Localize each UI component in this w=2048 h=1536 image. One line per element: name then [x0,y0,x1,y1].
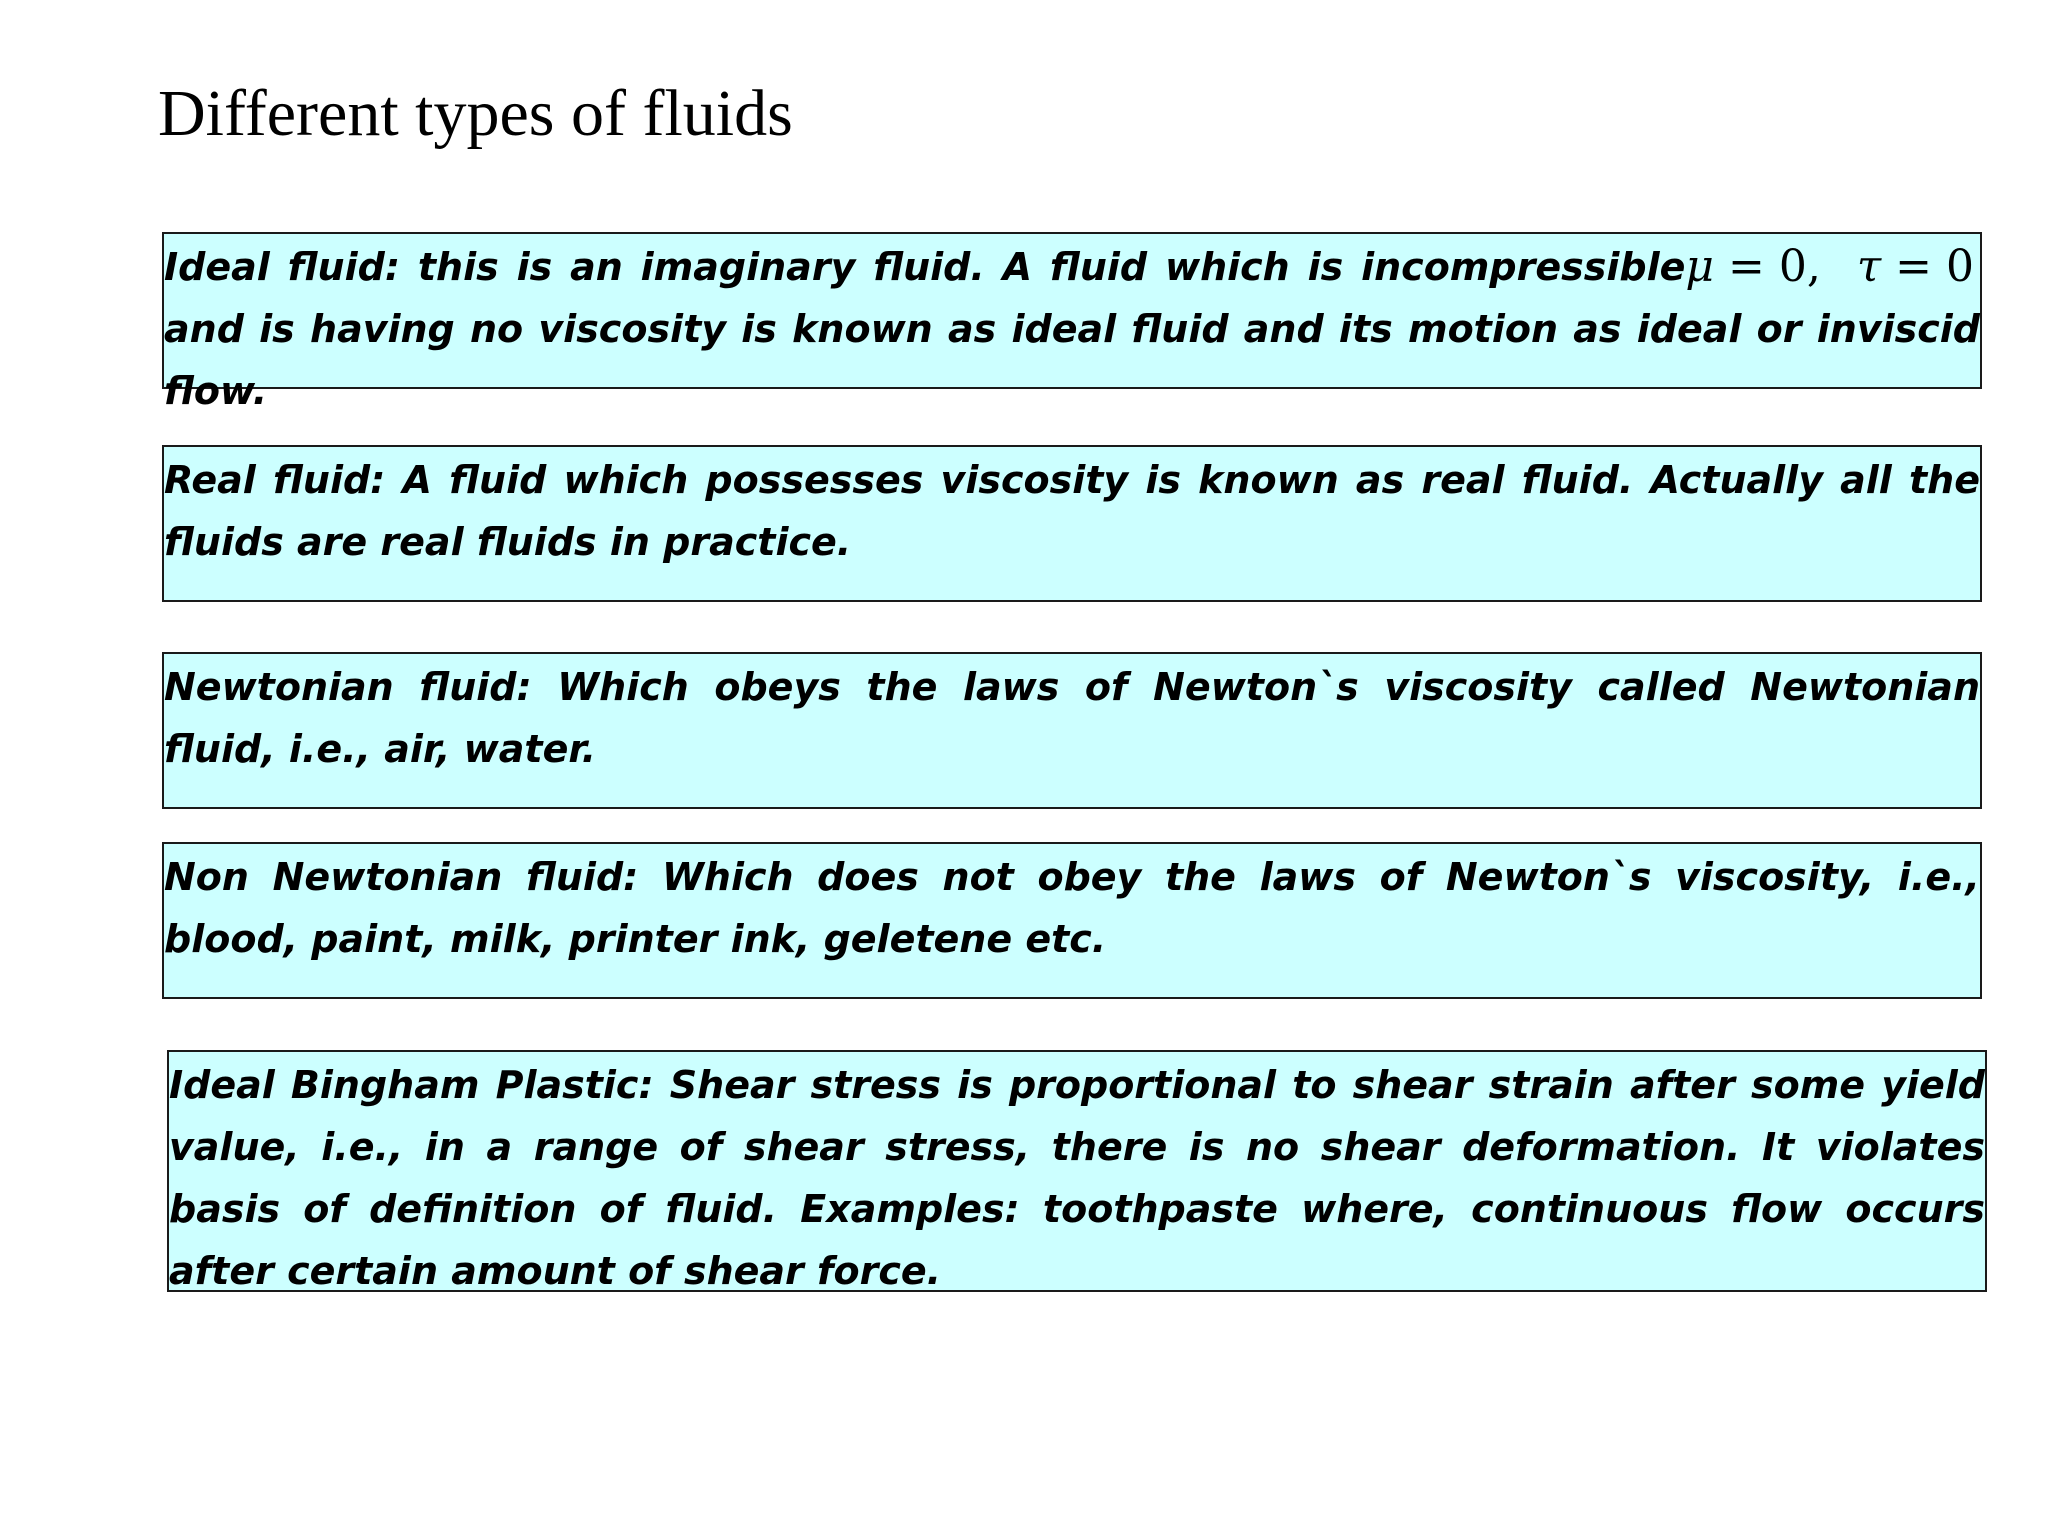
tau-symbol: τ [1856,241,1882,292]
mu-symbol: μ [1685,241,1714,292]
real-fluid-text: Real fluid: A fluid which possesses viscosity is known as real fluid. Actually all the fluids are real fluids in practice. [164,458,1980,564]
non-newtonian-fluid-box [162,842,1982,999]
tau-value: = 0 [1881,241,1974,292]
slide-title: Different types of fluids [158,77,793,150]
newtonian-fluid-box [162,652,1982,809]
real-fluid-box [162,445,1982,602]
newtonian-fluid-text: Newtonian fluid: Which obeys the laws of Newton`s viscosity called Newtonian fluid, i.e., air, water. [164,665,1980,771]
non-newtonian-fluid-text: Non Newtonian fluid: Which does not obey the laws of Newton`s viscosity, i.e., blood, paint, milk, printer ink, geletene etc. [164,855,1980,961]
mu-value: = 0, [1713,241,1821,292]
ideal-fluid-text [164,236,1980,422]
bingham-plastic-box [167,1050,1987,1292]
ideal-fluid-formula [1685,236,1974,298]
ideal-fluid-box [162,232,1982,413]
ideal-fluid-description: Ideal fluid: this is an imaginary fluid. A fluid which is incompressible and is having no viscosity is known as ideal fluid and its motion as ideal or inviscid flow. [164,245,1980,413]
bingham-plastic-text: Ideal Bingham Plastic: Shear stress is proportional to shear strain after some yield value, i.e., in a range of shear stress, there is no shear deformation. It violates basis of definition of fluid. Examples: toothpaste where, continuous flow occurs after certain amount of shear force. [169,1063,1985,1293]
